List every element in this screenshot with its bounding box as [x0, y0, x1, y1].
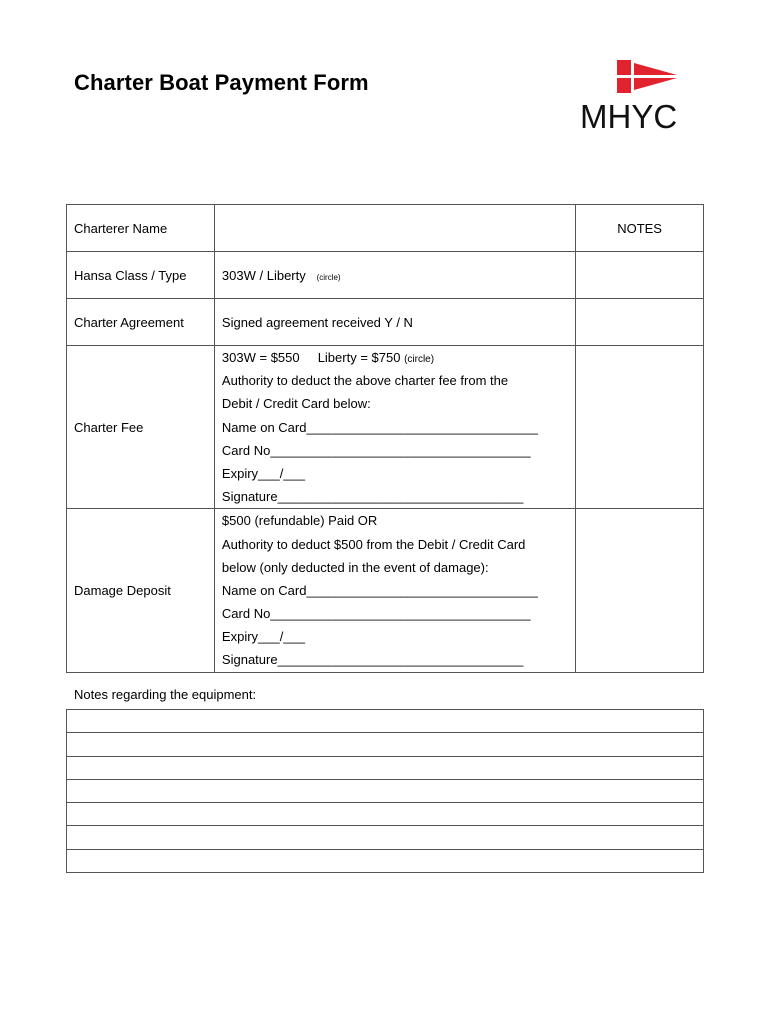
- row-label: Damage Deposit: [67, 509, 215, 672]
- fee-option-liberty: Liberty = $750: [317, 350, 401, 365]
- note-line: [67, 779, 704, 802]
- note-line-field[interactable]: [67, 826, 704, 849]
- note-line: [67, 803, 704, 826]
- card-no-line[interactable]: Card No____________________________________: [221, 442, 531, 458]
- row-label: Charterer Name: [67, 205, 215, 252]
- agreement-field[interactable]: Signed agreement received Y / N: [214, 299, 575, 346]
- signature-line[interactable]: Signature__________________________________: [221, 489, 524, 505]
- table-row: [67, 346, 704, 509]
- class-type-field[interactable]: [214, 252, 575, 299]
- charterer-name-field[interactable]: [214, 205, 575, 252]
- note-line: [67, 710, 704, 733]
- class-type-value: 303W / Liberty: [221, 267, 306, 283]
- row-label: Hansa Class / Type: [67, 252, 215, 299]
- name-on-card-line[interactable]: Name on Card________________________________: [221, 419, 538, 435]
- note-line: [67, 849, 704, 872]
- notes-cell[interactable]: [576, 346, 704, 509]
- expiry-line[interactable]: Expiry___/___: [221, 629, 306, 645]
- note-line: [67, 733, 704, 756]
- note-line-field[interactable]: [67, 779, 704, 802]
- note-line-field[interactable]: [67, 756, 704, 779]
- signature-line[interactable]: Signature__________________________________: [221, 652, 524, 668]
- charter-fee-field[interactable]: [214, 346, 575, 509]
- deposit-line: Authority to deduct $500 from the Debit / Credit Card: [221, 536, 526, 552]
- card-no-line[interactable]: Card No____________________________________: [221, 606, 531, 622]
- note-line-field[interactable]: [67, 733, 704, 756]
- row-label: Charter Agreement: [67, 299, 215, 346]
- table-row: [67, 205, 704, 252]
- notes-cell[interactable]: [576, 299, 704, 346]
- note-line: [67, 826, 704, 849]
- notes-cell[interactable]: [576, 252, 704, 299]
- notes-header: NOTES: [576, 205, 704, 252]
- fee-line: Debit / Credit Card below:: [221, 396, 371, 412]
- name-on-card-line[interactable]: Name on Card________________________________: [221, 582, 538, 598]
- payment-form-table: [66, 204, 704, 673]
- note-line-field[interactable]: [67, 803, 704, 826]
- note-line-field[interactable]: [67, 849, 704, 872]
- table-row: [67, 299, 704, 346]
- circle-note: (circle): [316, 272, 341, 282]
- table-row: [67, 252, 704, 299]
- equipment-notes-label: Notes regarding the equipment:: [74, 687, 257, 702]
- note-line-field[interactable]: [67, 710, 704, 733]
- equipment-notes-table: [66, 709, 704, 873]
- deposit-line: below (only deducted in the event of damage):: [221, 559, 489, 575]
- fee-line: Authority to deduct the above charter fee from the: [221, 373, 509, 389]
- notes-cell[interactable]: [576, 509, 704, 672]
- note-line: [67, 756, 704, 779]
- flag-icon: [617, 60, 677, 96]
- logo-wordmark: MHYC: [580, 98, 678, 135]
- damage-deposit-field[interactable]: [214, 509, 575, 672]
- page-title: Charter Boat Payment Form: [74, 70, 369, 95]
- expiry-line[interactable]: Expiry___/___: [221, 465, 306, 481]
- mhyc-logo: [580, 60, 700, 134]
- table-row: [67, 509, 704, 672]
- row-label: Charter Fee: [67, 346, 215, 509]
- fee-options-line: [222, 346, 575, 369]
- deposit-line: $500 (refundable) Paid OR: [221, 513, 378, 529]
- circle-note: (circle): [404, 354, 435, 365]
- fee-option-303w: 303W = $550: [221, 350, 300, 365]
